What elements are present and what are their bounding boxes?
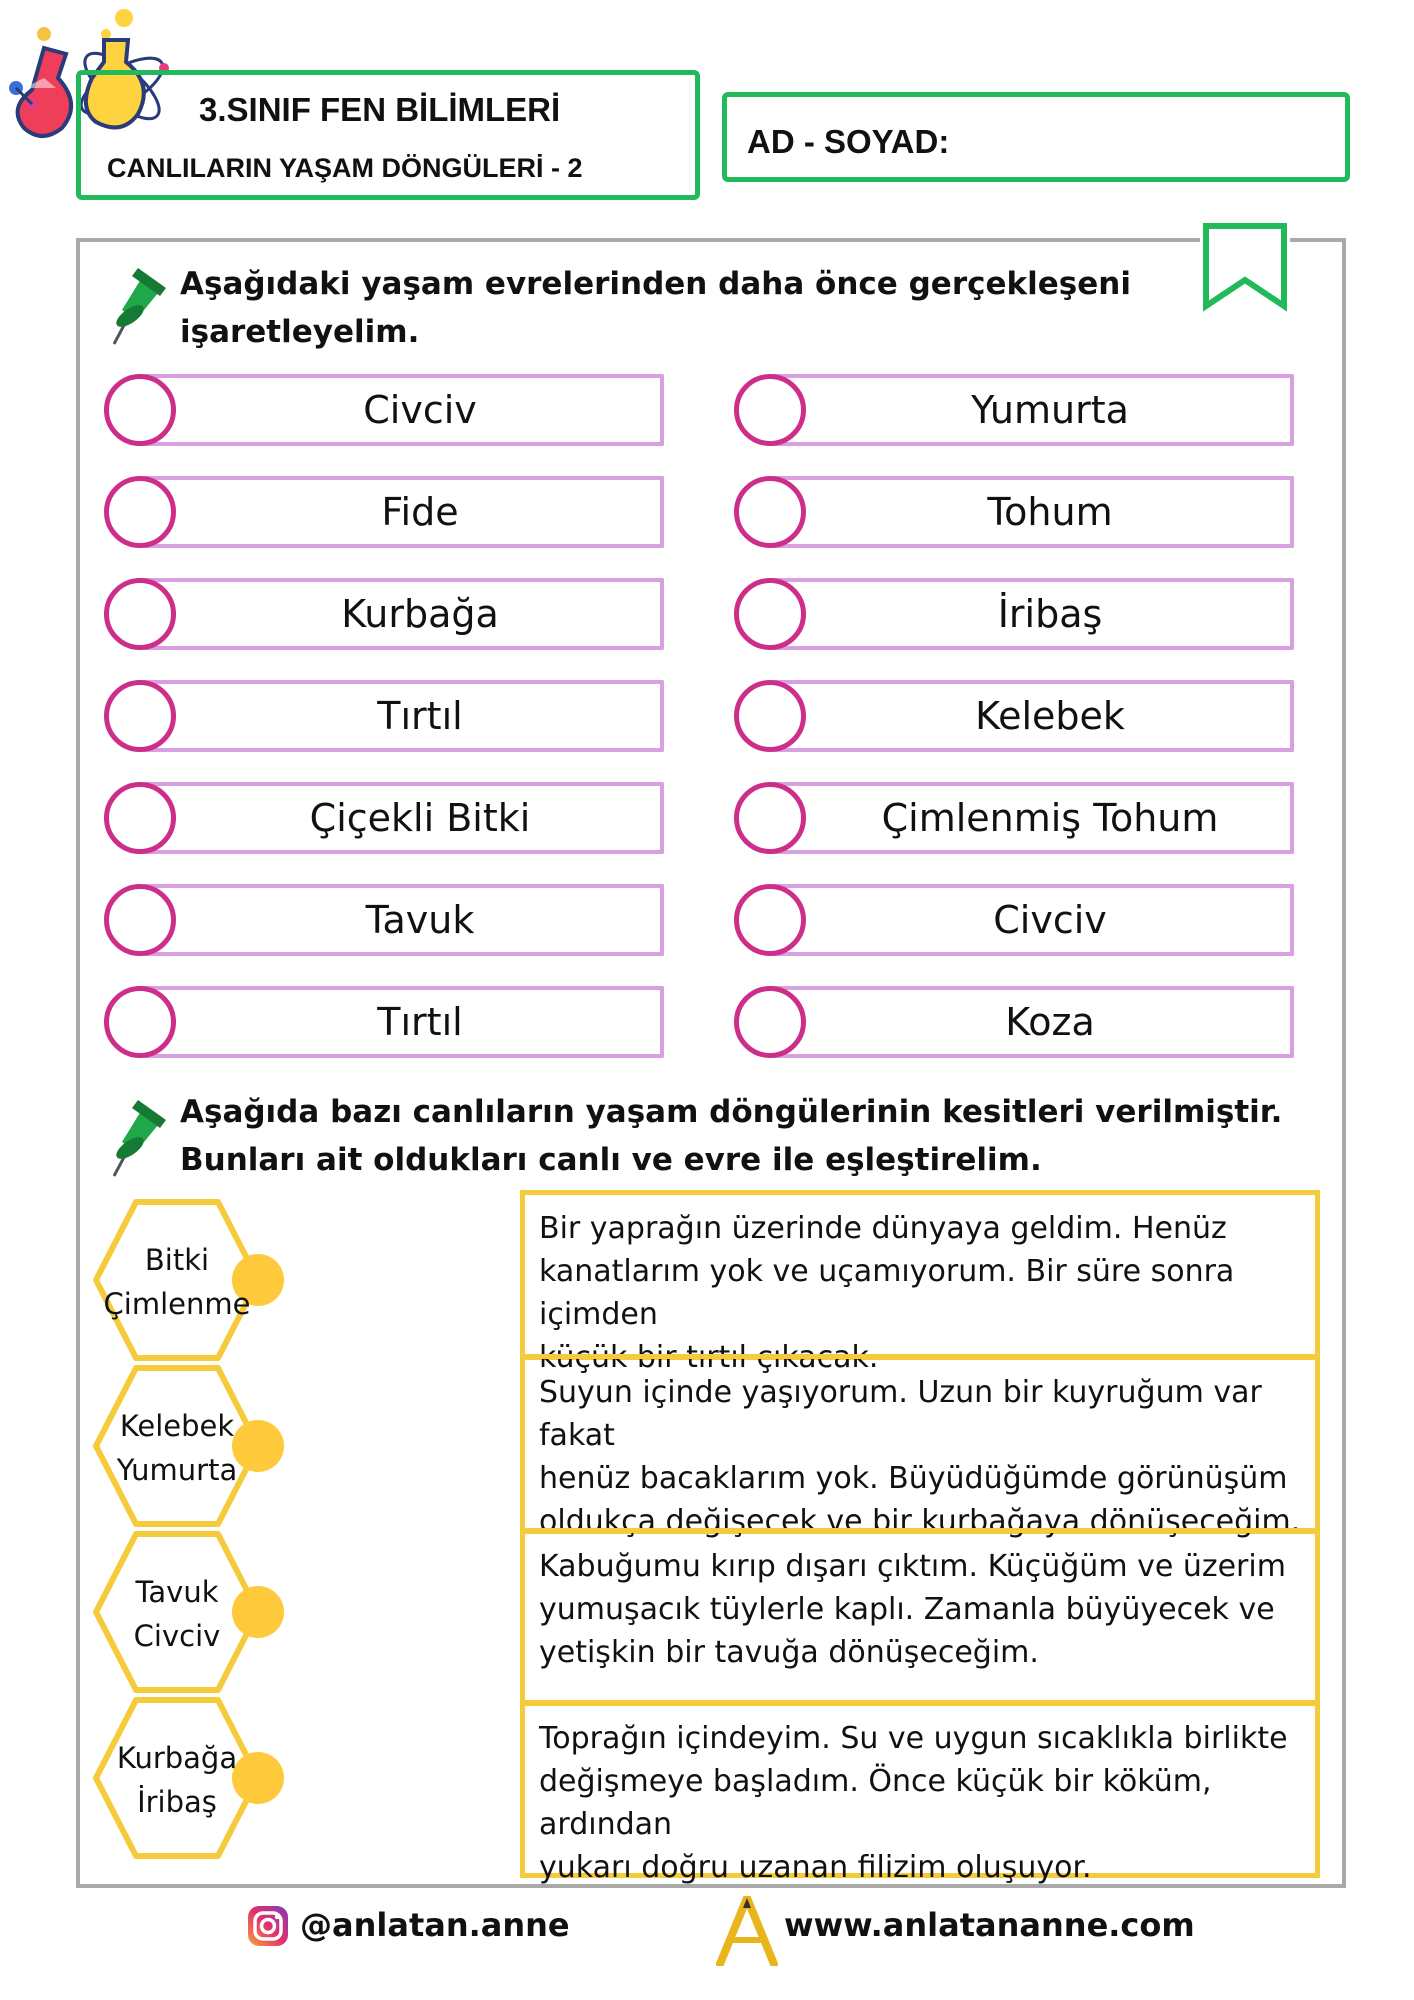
option-label: İribaş <box>997 592 1103 636</box>
description-line: Bir yaprağın üzerinde dünyaya geldim. Henüz <box>539 1211 1227 1246</box>
option-checkbox[interactable] <box>734 374 806 446</box>
option-row <box>104 574 688 656</box>
option-row <box>104 880 688 962</box>
option-checkbox[interactable] <box>104 680 176 752</box>
option-label: Tohum <box>987 490 1113 534</box>
option-checkbox[interactable] <box>734 578 806 650</box>
option-row <box>734 676 1318 758</box>
title-box <box>76 70 700 200</box>
hexagon-label-line1: Kurbağa <box>116 1741 238 1775</box>
hexagon-label-line2: Çimlenme <box>103 1287 251 1321</box>
option-checkbox[interactable] <box>734 884 806 956</box>
hexagon-card <box>92 1530 262 1694</box>
option-label: Çiçekli Bitki <box>309 796 531 840</box>
option-checkbox[interactable] <box>104 374 176 446</box>
description-line: Toprağın içindeyim. Su ve uygun sıcaklıkla birlikte <box>539 1721 1288 1756</box>
hexagon-label-line2: İribaş <box>137 1785 217 1819</box>
option-row <box>734 370 1318 452</box>
hexagon-card <box>92 1696 262 1860</box>
option-label: Civciv <box>993 898 1107 942</box>
instruction-1: Aşağıdaki yaşam evrelerinden daha önce gerçekleşeni işaretleyelim. <box>180 266 1131 350</box>
description-line: Suyun içinde yaşıyorum. Uzun bir kuyruğum var fakat <box>539 1375 1262 1453</box>
description-line: küçük bir tırtıl çıkacak. <box>539 1340 879 1375</box>
hexagon-label-line2: Yumurta <box>116 1453 238 1487</box>
push-pin-icon <box>100 258 166 348</box>
bookmark-icon <box>1200 222 1290 312</box>
hexagon-label-line2: Civciv <box>133 1619 221 1653</box>
option-row <box>104 676 688 758</box>
instagram-handle[interactable]: @anlatan.anne <box>300 1906 570 1944</box>
option-row <box>734 574 1318 656</box>
option-label: Kelebek <box>975 694 1125 738</box>
option-checkbox[interactable] <box>104 986 176 1058</box>
option-row <box>734 880 1318 962</box>
option-checkbox[interactable] <box>104 782 176 854</box>
option-label: Fide <box>381 490 459 534</box>
hexagon-label-line1: Kelebek <box>119 1409 235 1443</box>
option-label: Yumurta <box>971 388 1129 432</box>
description-line: yetişkin bir tavuğa dönüşeceğim. <box>539 1635 1039 1670</box>
option-checkbox[interactable] <box>104 578 176 650</box>
push-pin-icon <box>100 1090 166 1180</box>
instagram-icon <box>246 1904 290 1948</box>
description-line: henüz bacaklarım yok. Büyüdüğümde görünüşüm <box>539 1461 1288 1496</box>
description-box <box>520 1354 1320 1539</box>
hexagon-card <box>92 1364 262 1528</box>
description-line: Kabuğumu kırıp dışarı çıktım. Küçüğüm ve üzerim <box>539 1549 1286 1584</box>
option-row <box>734 982 1318 1064</box>
option-label: Koza <box>1005 1000 1095 1044</box>
description-box <box>520 1700 1320 1885</box>
description-line: kanatlarım yok ve uçamıyorum. Bir süre sonra içimden <box>539 1254 1235 1332</box>
hexagon-label-line1: Tavuk <box>135 1575 219 1609</box>
option-checkbox[interactable] <box>104 884 176 956</box>
pencil-logo-icon <box>716 1896 778 1966</box>
website-link[interactable]: www.anlatananne.com <box>784 1906 1195 1944</box>
description-line: değişmeye başladım. Önce küçük bir köküm, ardından <box>539 1764 1212 1842</box>
hexagon-card <box>92 1198 262 1362</box>
option-label: Tırtıl <box>377 694 463 738</box>
option-row <box>734 472 1318 554</box>
name-label: AD - SOYAD: <box>747 123 950 160</box>
option-label: Tırtıl <box>377 1000 463 1044</box>
description-line: oldukça değişecek ve bir kurbağaya dönüşeceğim. <box>539 1504 1301 1539</box>
instruction-2: Aşağıda bazı canlıların yaşam döngülerinin kesitleri verilmiştir. Bunları ait oldukları canlı ve evre ile eşleştirelim. <box>180 1094 1283 1178</box>
option-checkbox[interactable] <box>734 476 806 548</box>
option-label: Civciv <box>363 388 477 432</box>
option-checkbox[interactable] <box>734 782 806 854</box>
page-title: 3.SINIF FEN BİLİMLERİ <box>199 91 561 128</box>
option-row <box>104 778 688 860</box>
option-checkbox[interactable] <box>734 986 806 1058</box>
description-line: yukarı doğru uzanan filizim oluşuyor. <box>539 1850 1092 1885</box>
name-field[interactable] <box>722 92 1350 182</box>
description-line: yumuşacık tüylerle kaplı. Zamanla büyüyecek ve <box>539 1592 1275 1627</box>
hexagon-label-line1: Bitki <box>144 1243 210 1277</box>
option-checkbox[interactable] <box>734 680 806 752</box>
option-label: Çimlenmiş Tohum <box>881 796 1219 840</box>
option-label: Tavuk <box>365 898 475 942</box>
option-row <box>104 370 688 452</box>
description-box <box>520 1528 1320 1706</box>
description-box <box>520 1190 1320 1375</box>
option-row <box>734 778 1318 860</box>
option-row <box>104 472 688 554</box>
option-label: Kurbağa <box>341 592 499 636</box>
page-subtitle: CANLILARIN YAŞAM DÖNGÜLERİ - 2 <box>107 153 583 183</box>
option-checkbox[interactable] <box>104 476 176 548</box>
option-row <box>104 982 688 1064</box>
